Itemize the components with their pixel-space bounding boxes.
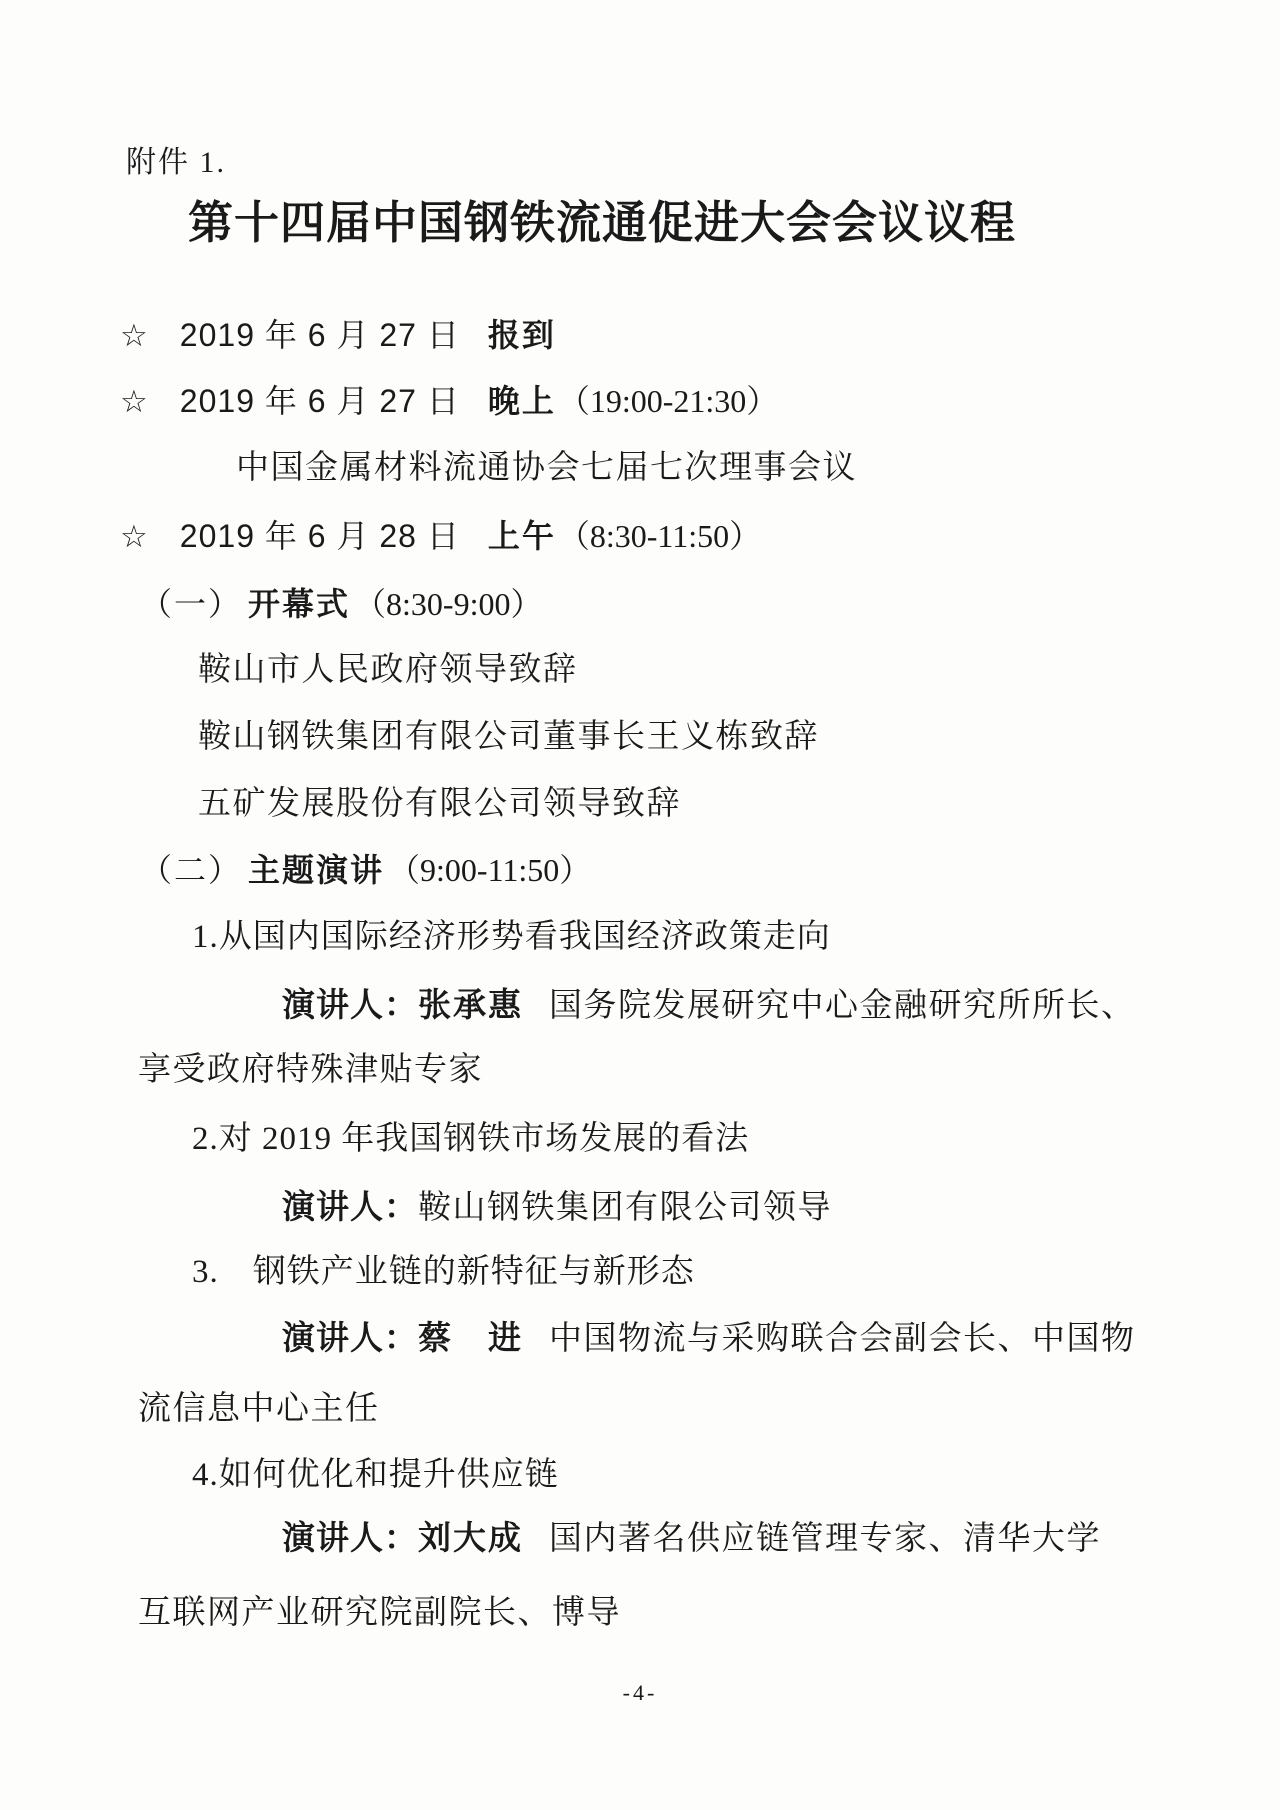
entry-session: 晚上 [487,383,556,419]
entry-date: 2019 年 6 月 28 日 [179,518,460,554]
entry-session: 上午 [487,518,556,554]
page-title: 第十四届中国钢铁流通促进大会会议议程 [188,198,1017,248]
section-prefix: （二） [140,852,243,888]
entry-time: （8:30-11:50） [557,518,762,554]
speaker-description-continued: 互联网产业研究院副院长、博导 [138,1595,621,1631]
topic-title: 1.从国内国际经济形势看我国经济政策走向 [192,919,831,955]
topic-title: 2.对 2019 年我国钢铁市场发展的看法 [192,1121,750,1157]
speaker-line [282,1190,832,1225]
entry-session: 报到 [487,317,556,353]
speaker-label: 演讲人： [282,1319,418,1356]
section-name: 开幕式 [248,586,351,622]
entry-date: 2019 年 6 月 27 日 [179,317,460,353]
opening-item: 鞍山钢铁集团有限公司董事长王义栋致辞 [198,719,819,755]
speaker-description: 中国物流与采购联合会副会长、中国物 [549,1321,1136,1357]
star-icon: ☆ [120,318,148,353]
speaker-line [282,1521,1101,1556]
speaker-line [282,1321,1136,1356]
schedule-entry [120,319,558,351]
speaker-line [282,988,1136,1023]
topic-title: 3. 钢铁产业链的新特征与新形态 [192,1254,695,1290]
speaker-name: 蔡 进 [418,1319,523,1356]
attachment-label: 附件 1. [126,146,226,179]
speaker-description-continued: 流信息中心主任 [138,1391,380,1427]
speaker-name: 张承惠 [418,986,523,1023]
schedule-entry [120,520,761,552]
section-heading-opening [140,588,542,620]
section-time: （9:00-11:50） [388,852,592,888]
speaker-description: 鞍山钢铁集团有限公司领导 [418,1190,832,1226]
section-name: 主题演讲 [248,852,385,888]
topic-title: 4.如何优化和提升供应链 [192,1457,559,1493]
schedule-entry [120,385,778,417]
page-number: -4- [622,1680,658,1705]
section-heading-keynote [140,854,591,886]
speaker-description: 国务院发展研究中心金融研究所所长、 [549,988,1136,1024]
section-prefix: （一） [140,586,243,622]
speaker-label: 演讲人： [282,1519,418,1556]
opening-item: 鞍山市人民政府领导致辞 [198,652,578,688]
entry-time: （19:00-21:30） [557,383,779,419]
speaker-description: 国内著名供应链管理专家、清华大学 [549,1521,1101,1557]
entry-date: 2019 年 6 月 27 日 [179,383,460,419]
speaker-label: 演讲人： [282,986,418,1023]
opening-item: 五矿发展股份有限公司领导致辞 [198,786,681,822]
star-icon: ☆ [120,384,148,419]
speaker-description-continued: 享受政府特殊津贴专家 [138,1052,483,1088]
council-meeting-note: 中国金属材料流通协会七届七次理事会议 [236,450,857,486]
section-time: （8:30-9:00） [354,586,543,622]
speaker-label: 演讲人： [282,1188,418,1225]
star-icon: ☆ [120,519,148,554]
speaker-name: 刘大成 [418,1519,523,1556]
